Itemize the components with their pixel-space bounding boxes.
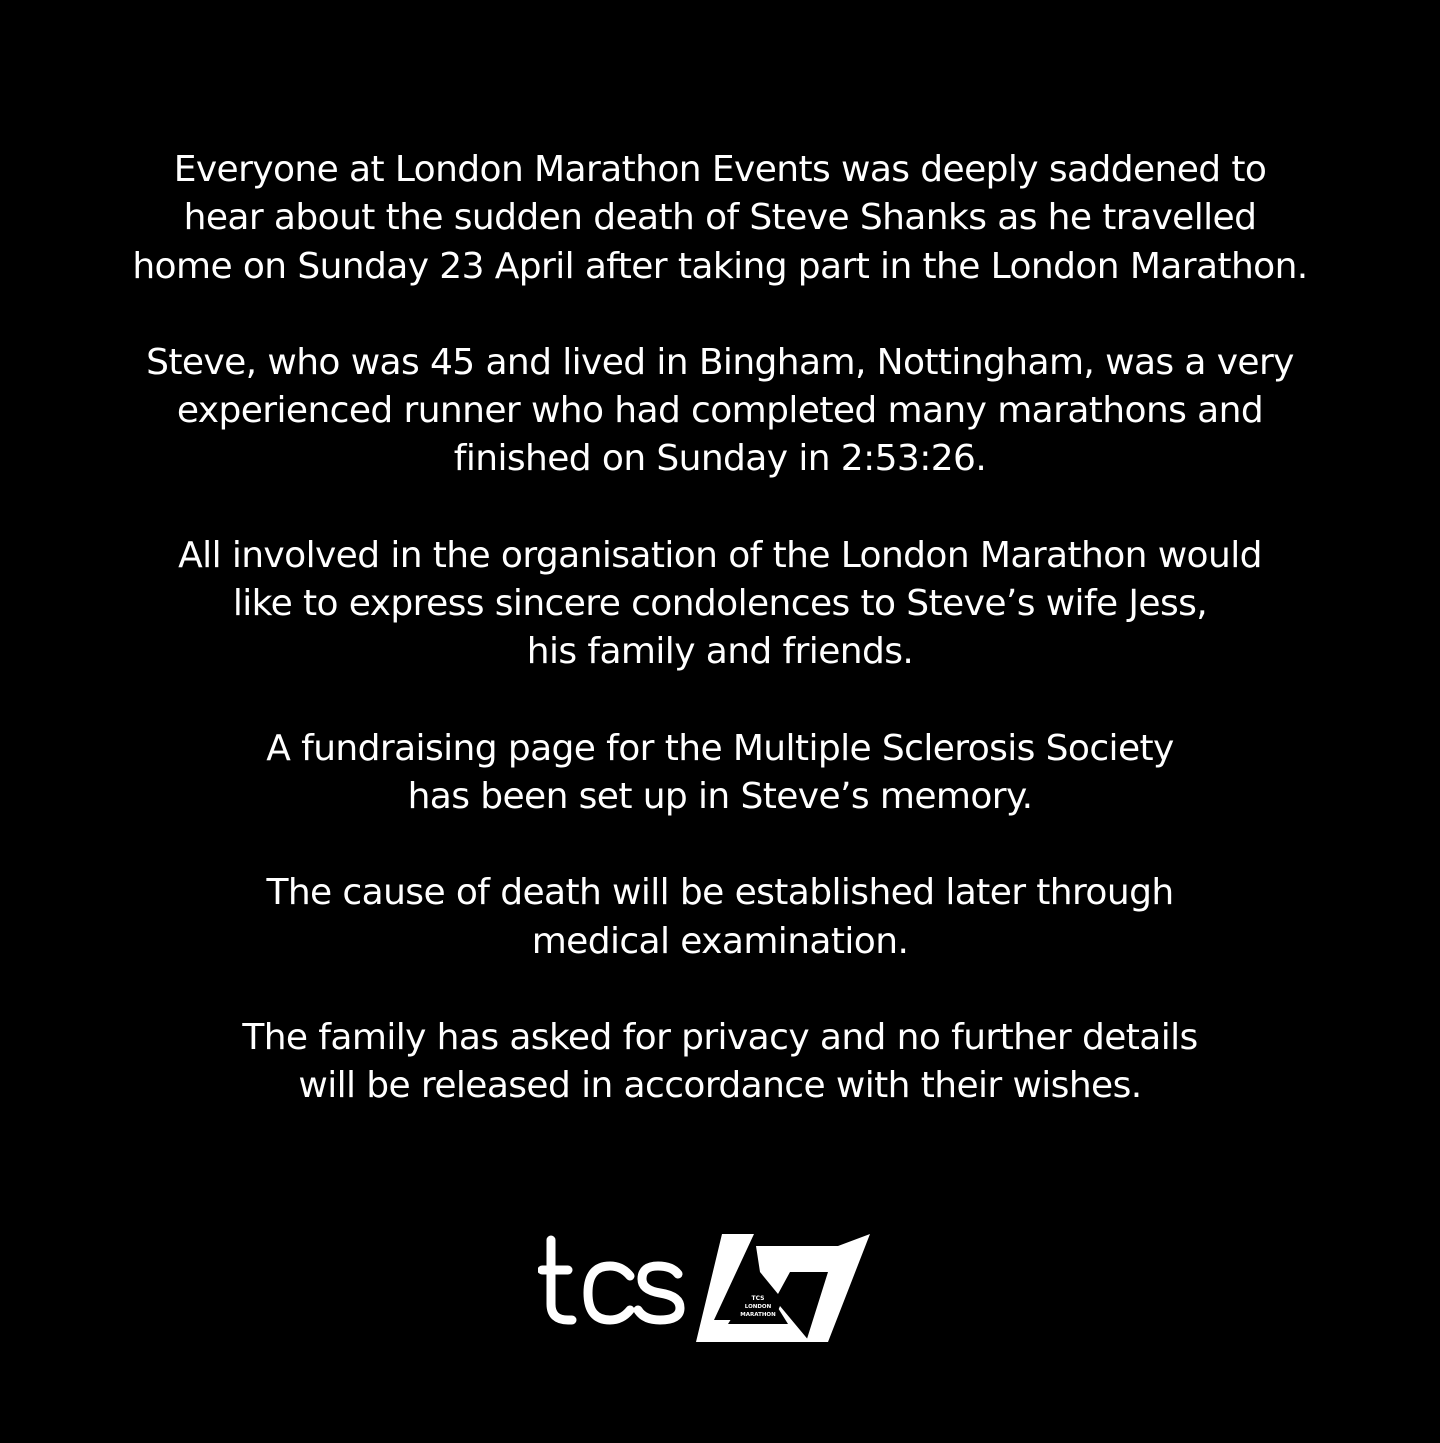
statement-line: Everyone at London Marathon Events was deeply saddened to [173,149,1267,190]
statement-line: All involved in the organisation of the London Marathon would [178,534,1262,576]
statement-line: hear about the sudden death of Steve Shanks as he travelled [183,197,1257,239]
statement-line: his family and friends. [526,631,914,673]
statement-line: The family has asked for privacy and no further details [242,1016,1198,1058]
statement-line: finished on Sunday in 2:53:26. [453,438,987,480]
statement-line: Steve, who was 45 and lived in Bingham, Nottingham, was a very [146,341,1294,383]
london-marathon-badge-icon [696,1234,870,1342]
statement-line: medical examination. [531,920,909,962]
statement-paragraph-2 [0,339,1440,484]
statement-line: will be released in accordance with their wishes. [298,1065,1142,1107]
statement-line: like to express sincere condolences to Steve’s wife Jess, [232,583,1208,625]
tcs-london-marathon-logo [538,1232,878,1344]
tcs-wordmark-icon [542,1240,680,1320]
statement-line: A fundraising page for the Multiple Sclerosis Society [266,727,1174,769]
statement-line: home on Sunday 23 April after taking part in the London Marathon. [132,245,1308,287]
statement-line: experienced runner who had completed many marathons and [176,390,1264,432]
badge-line-3: MARATHON [740,1312,776,1318]
statement [0,146,1440,1158]
badge-line-2: LONDON [744,1304,772,1310]
statement-paragraph-1 [0,146,1440,291]
statement-paragraph-5 [0,869,1440,966]
badge-line-1: TCS [751,1295,765,1302]
statement-paragraph-3 [0,532,1440,677]
statement-paragraph-6 [0,1014,1440,1111]
statement-line: has been set up in Steve’s memory. [407,775,1033,817]
statement-paragraph-4 [0,725,1440,822]
statement-line: The cause of death will be established later through [266,872,1174,914]
